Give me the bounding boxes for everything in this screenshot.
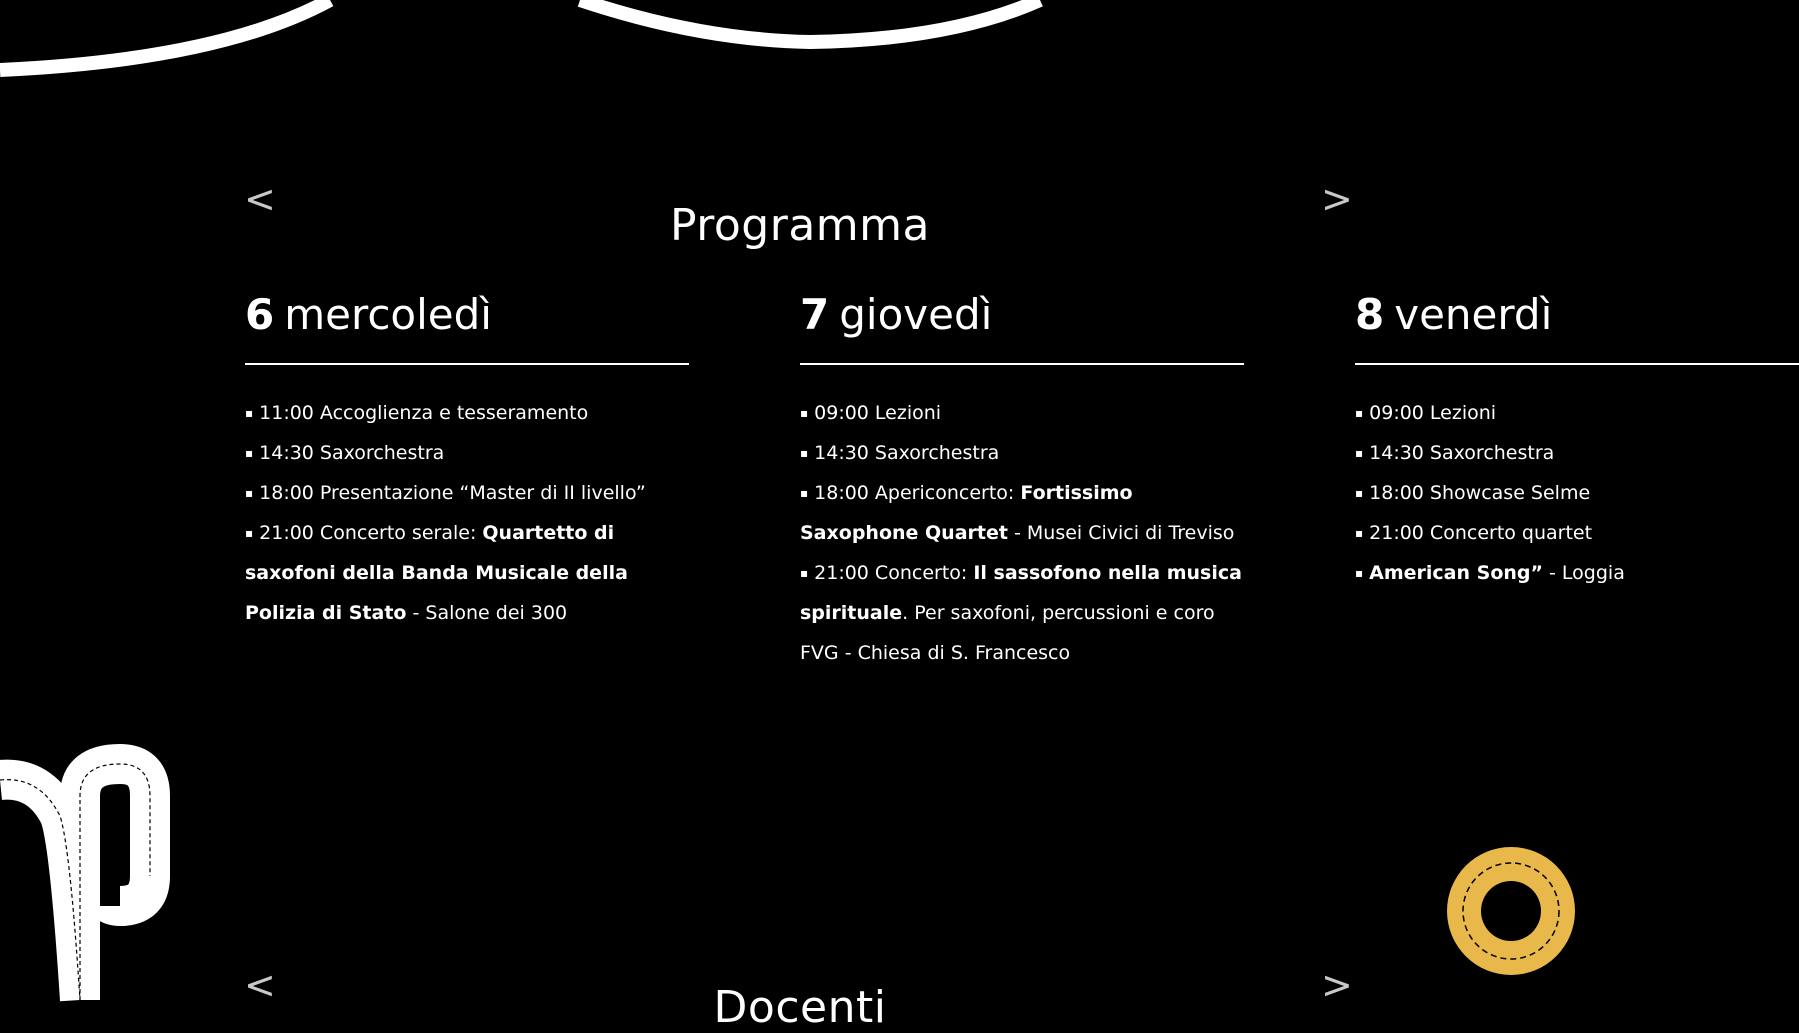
event-item: ▪ 14:30 Saxorchestra	[800, 433, 1244, 473]
day-heading	[800, 285, 1244, 345]
programma-prev-arrow[interactable]: <	[244, 177, 276, 221]
top-decorative-curves	[0, 0, 1600, 90]
docenti-title: Docenti	[713, 982, 887, 1033]
day-number: 7	[800, 290, 830, 339]
event-list	[800, 393, 1244, 673]
download-registration-badge[interactable]	[1445, 845, 1577, 977]
day-heading	[245, 285, 689, 345]
day-name: venerdì	[1394, 290, 1553, 339]
day-divider	[800, 363, 1244, 365]
day-number: 6	[245, 290, 275, 339]
day-name: giovedì	[839, 290, 993, 339]
event-list	[1355, 393, 1799, 593]
event-item: ▪ 18:00 Presentazione “Master di II livello”	[245, 473, 689, 513]
docenti-next-arrow[interactable]: >	[1321, 963, 1353, 1007]
day-column	[1355, 285, 1799, 593]
day-divider	[245, 363, 689, 365]
day-name: mercoledì	[284, 290, 492, 339]
programma-title: Programma	[670, 200, 930, 251]
programma-next-arrow[interactable]: >	[1321, 177, 1353, 221]
day-column	[245, 285, 689, 633]
day-number: 8	[1355, 290, 1385, 339]
event-item: ▪ 14:30 Saxorchestra	[1355, 433, 1799, 473]
event-item: ▪ 09:00 Lezioni	[800, 393, 1244, 433]
event-item: ▪ 18:00 Showcase Selme	[1355, 473, 1799, 513]
event-item: ▪ 14:30 Saxorchestra	[245, 433, 689, 473]
day-divider	[1355, 363, 1799, 365]
docenti-prev-arrow[interactable]: <	[244, 963, 276, 1007]
event-item: ▪ 18:00 Apericoncerto: Fortissimo Saxophone Quartet - Musei Civici di Treviso	[800, 473, 1244, 553]
event-item: ▪ 09:00 Lezioni	[1355, 393, 1799, 433]
day-column	[800, 285, 1244, 673]
event-list	[245, 393, 689, 633]
programma-days	[245, 285, 1625, 685]
event-item: ▪ 11:00 Accoglienza e tesseramento	[245, 393, 689, 433]
festival-logo	[0, 756, 170, 1000]
day-heading	[1355, 285, 1799, 345]
event-item: ▪ American Song” - Loggia	[1355, 553, 1799, 593]
event-item: ▪ 21:00 Concerto serale: Quartetto di saxofoni della Banda Musicale della Polizia di Stato - Salone dei 300	[245, 513, 689, 633]
event-item: ▪ 21:00 Concerto quartet	[1355, 513, 1799, 553]
event-item: ▪ 21:00 Concerto: Il sassofono nella musica spirituale. Per saxofoni, percussioni e coro FVG - Chiesa di S. Francesco	[800, 553, 1244, 673]
